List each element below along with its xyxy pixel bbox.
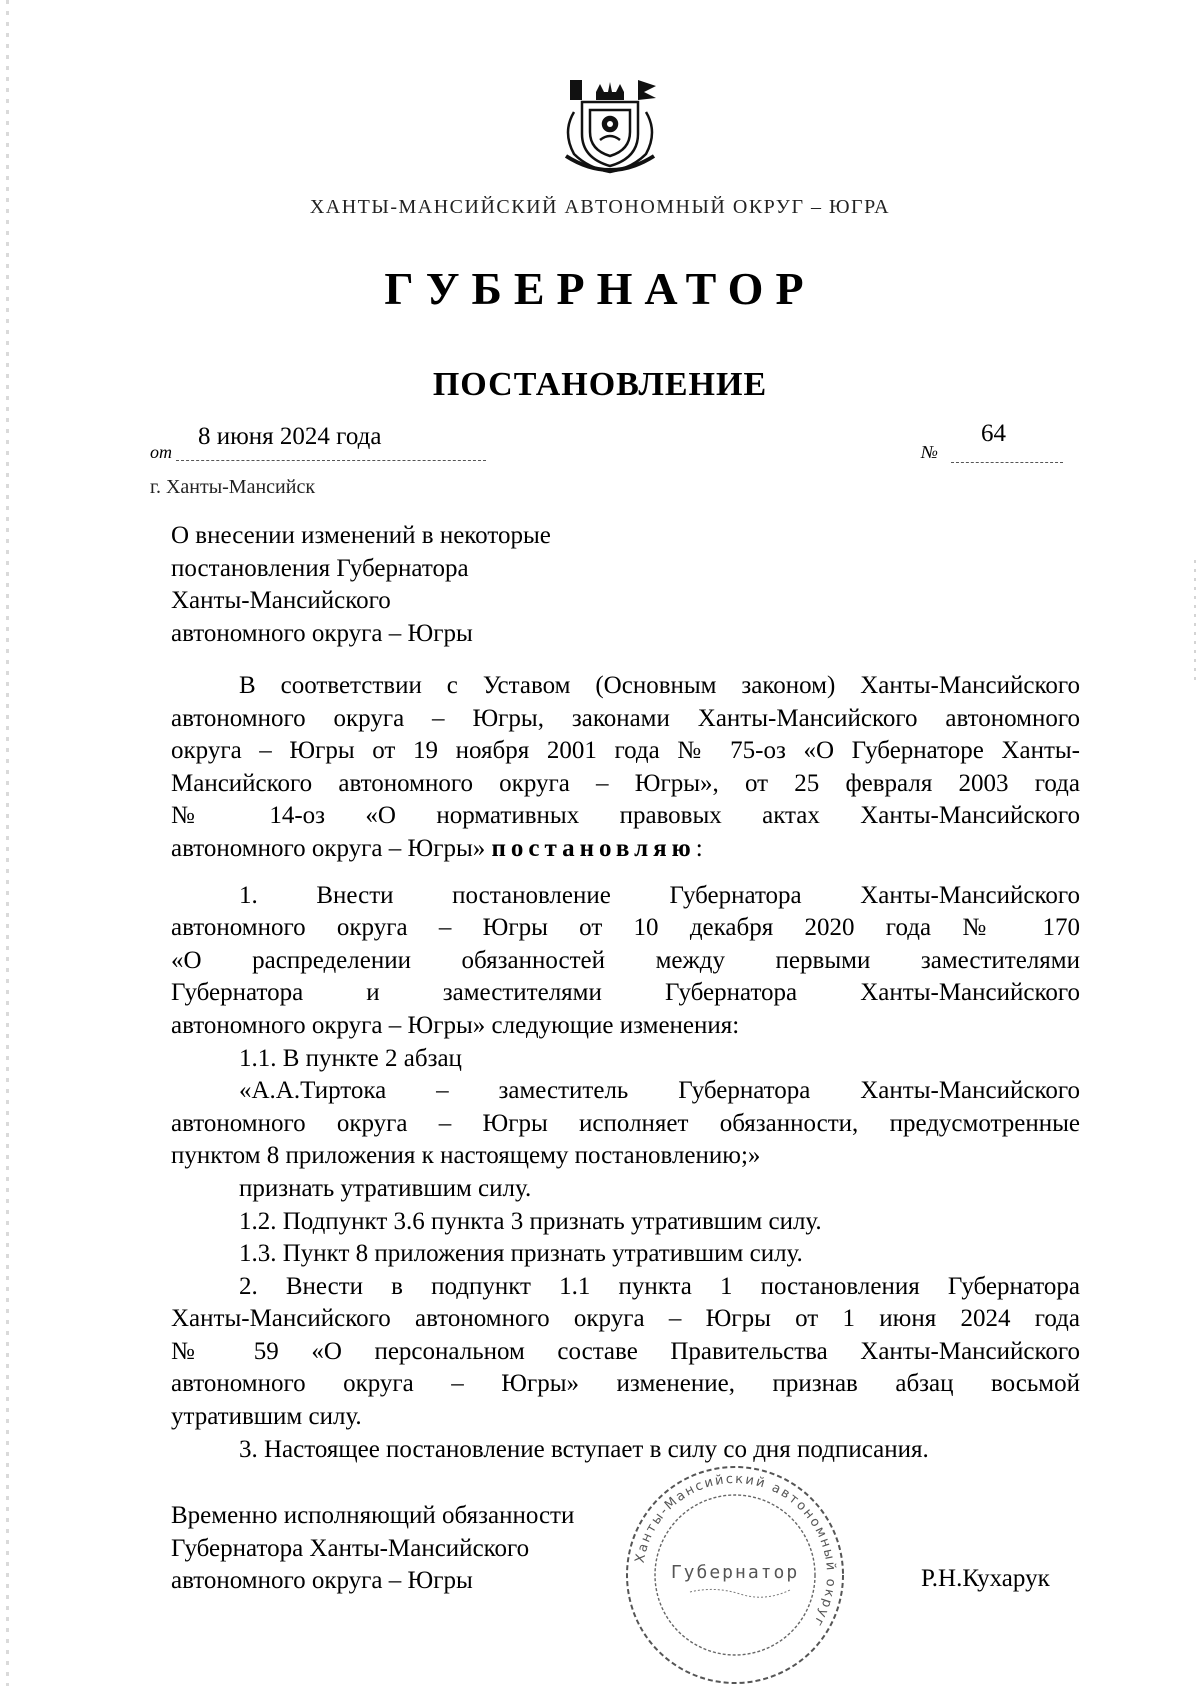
svg-text:Губернатор: Губернатор <box>670 1562 800 1583</box>
subject-line: автономного округа – Югры <box>171 619 473 647</box>
official-seal-icon <box>620 1462 850 1688</box>
item-2 <box>171 1271 1080 1434</box>
signer-position-line: автономного округа – Югры <box>171 1567 473 1595</box>
signer-name: Р.Н.Кухарук <box>921 1565 1050 1592</box>
scan-edge-right <box>1194 560 1196 680</box>
svg-text:Ханты-Мансийский автономный ок: Ханты-Мансийский автономный округ <box>632 1471 839 1630</box>
resolve-word: постановляю <box>491 834 696 862</box>
issue-city: г. Ханты-Мансийск <box>150 476 316 498</box>
text-line: Губернатора и заместителями Губернатора Ханты-Мансийского <box>171 979 1080 1007</box>
text-line: автономного округа – Югры, законами Ханты-Мансийского автономного <box>171 704 1080 732</box>
text-line: округа – Югры от 19 ноября 2001 года № 75-оз «О Губернаторе Ханты- <box>171 737 1080 765</box>
item-1-2: 1.2. Подпункт 3.6 пункта 3 признать утратившим силу. <box>239 1207 822 1235</box>
text-line: «О распределении обязанностей между первыми заместителями <box>171 946 1080 974</box>
coat-of-arms-icon <box>552 72 668 180</box>
text-line: 2. Внести в подпункт 1.1 пункта 1 постановления Губернатора <box>239 1272 1080 1300</box>
date-label: от <box>150 442 172 462</box>
text-line: № 14-оз «О нормативных правовых актах Ханты-Мансийского <box>171 802 1080 830</box>
text-line: 1. Внести постановление Губернатора Ханты-Мансийского <box>239 881 1080 909</box>
document-subject <box>171 520 551 650</box>
subject-line: постановления Губернатора <box>171 554 469 582</box>
text-line: В соответствии с Уставом (Основным законом) Ханты-Мансийского <box>239 672 1080 699</box>
subject-line: О внесении изменений в некоторые <box>171 522 551 549</box>
preamble-end: автономного округа – Югры» <box>171 834 492 862</box>
subject-line: Ханты-Мансийского <box>171 587 391 615</box>
document-number: 64 <box>981 420 1006 447</box>
signer-position-line: Временно исполняющий обязанности <box>171 1502 575 1529</box>
text-line: пунктом 8 приложения к настоящему постановлению;» <box>171 1142 761 1170</box>
text-line: автономного округа – Югры» изменение, признав абзац восьмой <box>171 1370 1080 1398</box>
region-name: ХАНТЫ-МАНСИЙСКИЙ АВТОНОМНЫЙ ОКРУГ – ЮГРА <box>309 196 891 218</box>
document-date: 8 июня 2024 года <box>198 423 382 450</box>
item-1-1-tail: признать утратившим силу. <box>239 1174 532 1202</box>
document-body <box>171 670 1080 1466</box>
text-line: № 59 «О персональном составе Правительства Ханты-Мансийского <box>171 1337 1080 1365</box>
date-underline <box>176 460 486 461</box>
text-line: утратившим силу. <box>171 1403 362 1431</box>
text-line <box>171 833 1080 866</box>
signer-position-line: Губернатора Ханты-Мансийского <box>171 1534 530 1562</box>
item-1-1-quote <box>171 1075 1080 1173</box>
item-1-3: 1.3. Пункт 8 приложения признать утратившим силу. <box>239 1240 803 1268</box>
text-line: автономного округа – Югры исполняет обязанности, предусмотренные <box>171 1109 1080 1137</box>
text-line: Мансийского автономного округа – Югры», от 25 февраля 2003 года <box>171 769 1080 797</box>
text-line: автономного округа – Югры от 10 декабря 2020 года № 170 <box>171 914 1080 942</box>
item-1 <box>171 880 1080 1043</box>
item-1-1-heading: 1.1. В пункте 2 абзац <box>239 1044 462 1072</box>
text-line: «А.А.Тиртока – заместитель Губернатора Ханты-Мансийского <box>239 1077 1080 1105</box>
text-line: автономного округа – Югры» следующие изменения: <box>171 1011 740 1039</box>
document-type: ПОСТАНОВЛЕНИЕ <box>432 366 768 403</box>
signature-block <box>171 1500 574 1598</box>
authority-title: ГУБЕРНАТОР <box>384 263 816 314</box>
number-label: № <box>921 442 938 462</box>
scan-edge-left <box>6 0 9 1686</box>
resolve-colon: : <box>695 834 703 862</box>
item-3: 3. Настоящее постановление вступает в силу со дня подписания. <box>239 1435 929 1463</box>
number-underline <box>951 462 1063 463</box>
preamble-paragraph <box>171 670 1080 866</box>
text-line: Ханты-Мансийского автономного округа – Югры от 1 июня 2024 года <box>171 1305 1080 1333</box>
